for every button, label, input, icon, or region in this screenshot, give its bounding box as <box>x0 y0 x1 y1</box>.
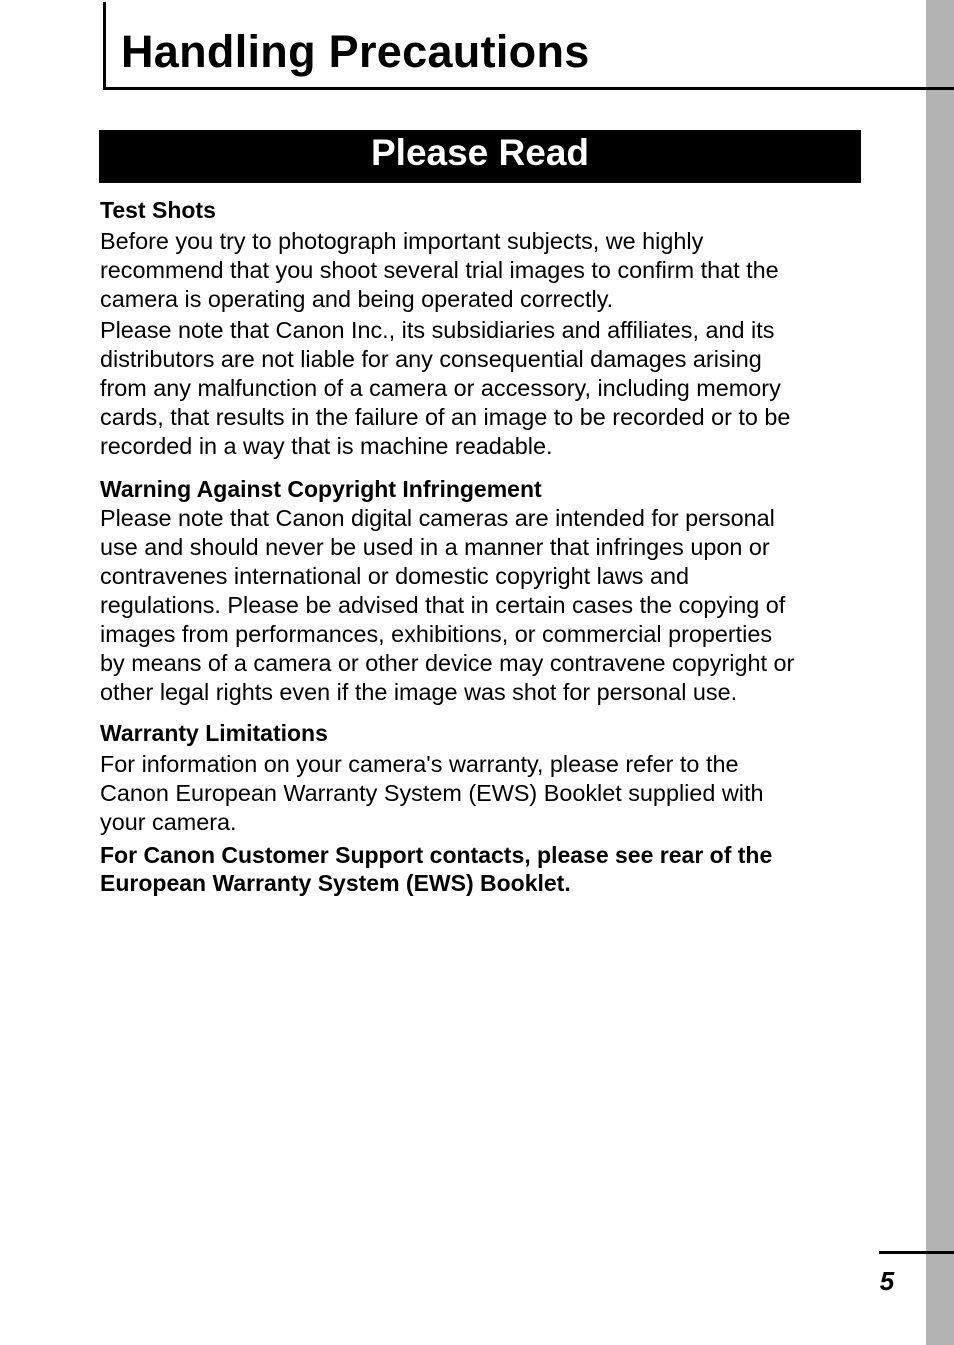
page-title: Handling Precautions <box>121 26 590 77</box>
page-number: 5 <box>879 1266 895 1296</box>
section-heading: Test Shots <box>100 197 216 223</box>
section-heading: Warranty Limitations <box>100 720 328 746</box>
side-tab-strip <box>926 0 954 1345</box>
page-content <box>100 195 865 897</box>
paragraph: Before you try to photograph important subjects, we highly recommend that you shoot several trial images to confirm that the camera is operating and being operated correctly. <box>100 228 779 312</box>
banner-label: Please Read <box>370 132 590 173</box>
section-heading: Warning Against Copyright Infringement <box>100 476 542 502</box>
title-frame-bottom <box>103 87 954 90</box>
paragraph: Please note that Canon digital cameras are intended for personal use and should never be used in a manner that infringes upon or contravenes international or domestic copyright laws and regulations. Please be advised that in certain cases the copying of images from performances, exhibitions, or commercial properties by means of a camera or other device may contravene copyright or other legal rights even if the image was shot for personal use. <box>100 505 795 705</box>
paragraph: For information on your camera's warranty, please refer to the Canon European Warranty System (EWS) Booklet supplied with your camera. <box>100 751 764 835</box>
page-number-rule <box>879 1251 954 1254</box>
title-frame-left <box>103 2 106 90</box>
section-warranty <box>100 718 865 897</box>
section-copyright <box>100 474 865 707</box>
support-note: For Canon Customer Support contacts, please see rear of the European Warranty System (EWS) Booklet. <box>100 842 773 896</box>
section-banner <box>99 130 861 183</box>
paragraph: Please note that Canon Inc., its subsidiaries and affiliates, and its distributors are not liable for any consequential damages arising from any malfunction of a camera or accessory, including memory cards, that results in the failure of an image to be recorded or to be recorded in a way that is machine readable. <box>100 317 791 459</box>
section-test-shots <box>100 195 865 461</box>
